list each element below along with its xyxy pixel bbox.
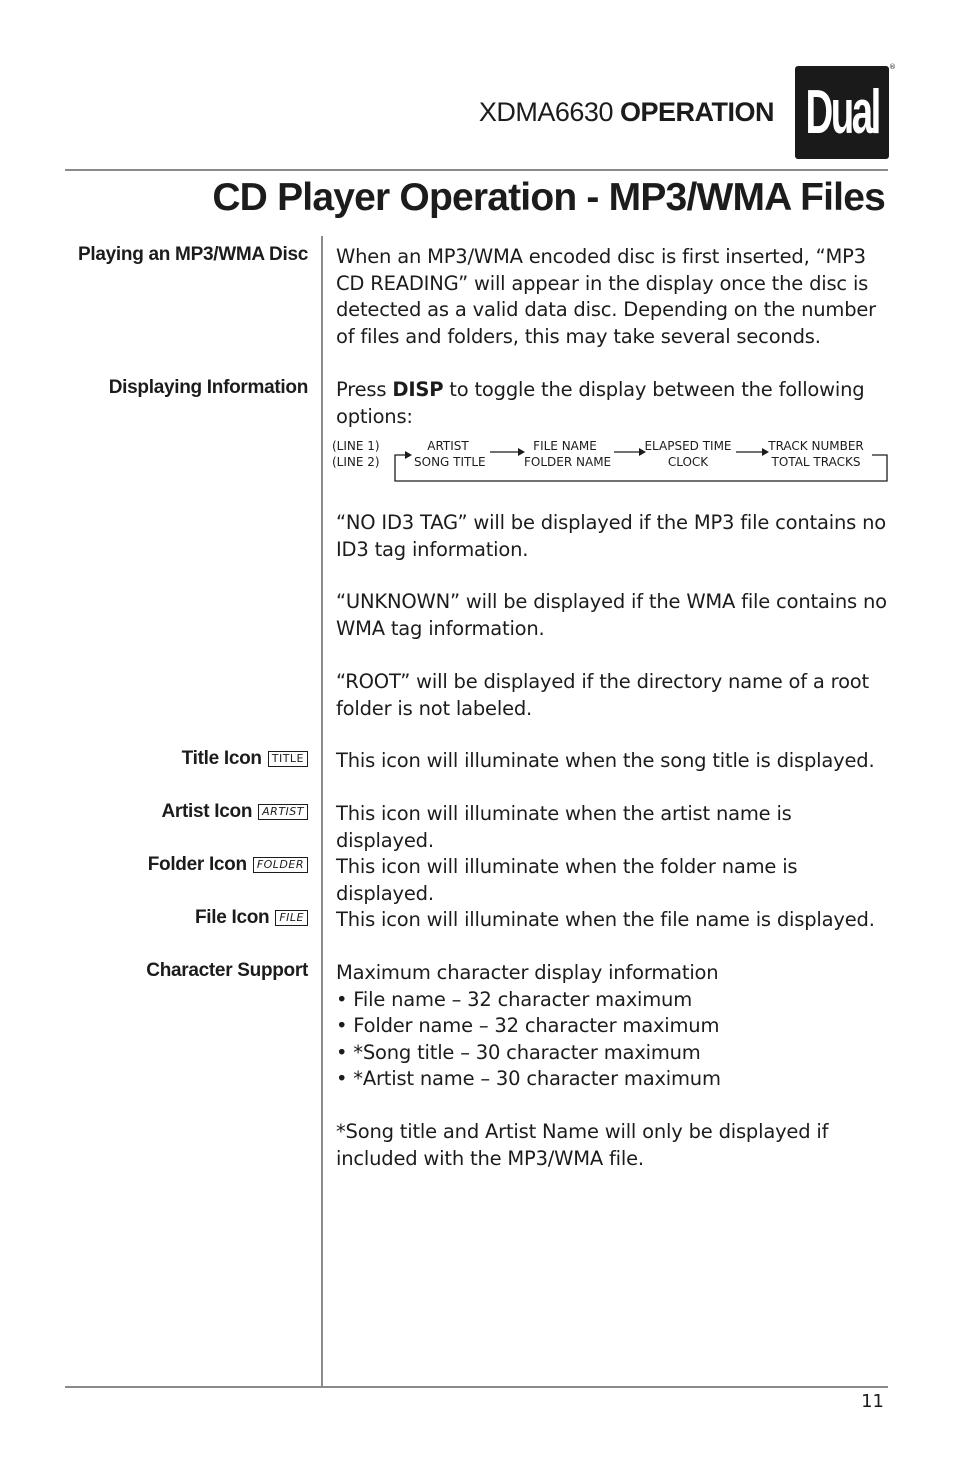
character-note: *Song title and Artist Name will only be displayed if included with the MP3/WMA file. [336,1120,829,1170]
logo-text: Dual [805,78,879,147]
note-no-id3: “NO ID3 TAG” will be displayed if the MP3 file contains no ID3 tag information. [336,511,886,561]
section-label-file-icon: File Icon FILE [195,907,308,929]
section-text-folder-icon: This icon will illuminate when the folder name is displayed. [336,855,798,905]
header-model-line [479,97,774,128]
list-item: • File name – 32 character maximum [336,987,693,1011]
list-item: • Folder name – 32 character maximum [336,1014,720,1037]
registered-mark: ® [889,63,896,71]
section-label-artist-icon: Artist Icon ARTIST [162,801,309,823]
section-text-file-icon: This icon will illuminate when the file name is displayed. [336,908,875,931]
flow-step-elapsed: ELAPSED TIME CLOCK [644,439,732,469]
display-toggle-diagram [330,436,890,486]
title-icon: TITLE [268,751,308,767]
section-label-character: Character Support [146,960,308,981]
character-intro: Maximum character display information [336,961,719,984]
note-unknown: “UNKNOWN” will be displayed if the WMA file contains no WMA tag information. [336,590,887,640]
section-text-playing: When an MP3/WMA encoded disc is first inserted, “MP3 CD READING” will appear in the display once the disc is detected as a valid data disc. Depending on the number of files and folders, this may take several seconds. [336,245,876,348]
artist-icon: ARTIST [258,804,308,820]
page-title: CD Player Operation - MP3/WMA Files [212,176,885,219]
operation-label: OPERATION [619,97,774,127]
disp-key: DISP [392,378,444,401]
section-text-displaying: Press DISP to toggle the display between the following options: [336,378,865,428]
section-text-title-icon: This icon will illuminate when the song title is displayed. [336,749,875,772]
section-label-playing: Playing an MP3/WMA Disc [78,244,308,265]
section-text-artist-icon: This icon will illuminate when the artist name is displayed. [336,802,792,852]
note-root: “ROOT” will be displayed if the directory name of a root folder is not labeled. [336,670,869,720]
bottom-divider [65,1386,888,1388]
list-item: • *Artist name – 30 character maximum [336,1067,721,1090]
page-number: 11 [861,1391,884,1412]
folder-icon: FOLDER [253,857,308,873]
section-label-folder-icon: Folder Icon FOLDER [148,854,308,876]
flow-step-artist: ARTIST SONG TITLE [414,439,486,469]
column-divider [321,236,323,1386]
flow-step-track: TRACK NUMBER TOTAL TRACKS [768,439,864,469]
top-divider [65,169,888,171]
model-number: XDMA6630 [478,97,613,127]
flow-line-labels: (LINE 1) (LINE 2) [332,439,380,469]
file-icon: FILE [275,910,308,926]
section-label-title-icon: Title Icon TITLE [182,748,308,770]
flow-step-file: FILE NAME FOLDER NAME [524,439,612,469]
list-item: • *Song title – 30 character maximum [336,1040,701,1064]
section-label-displaying: Displaying Information [108,377,308,398]
dual-logo [795,66,889,159]
section-text-character [336,960,888,1172]
